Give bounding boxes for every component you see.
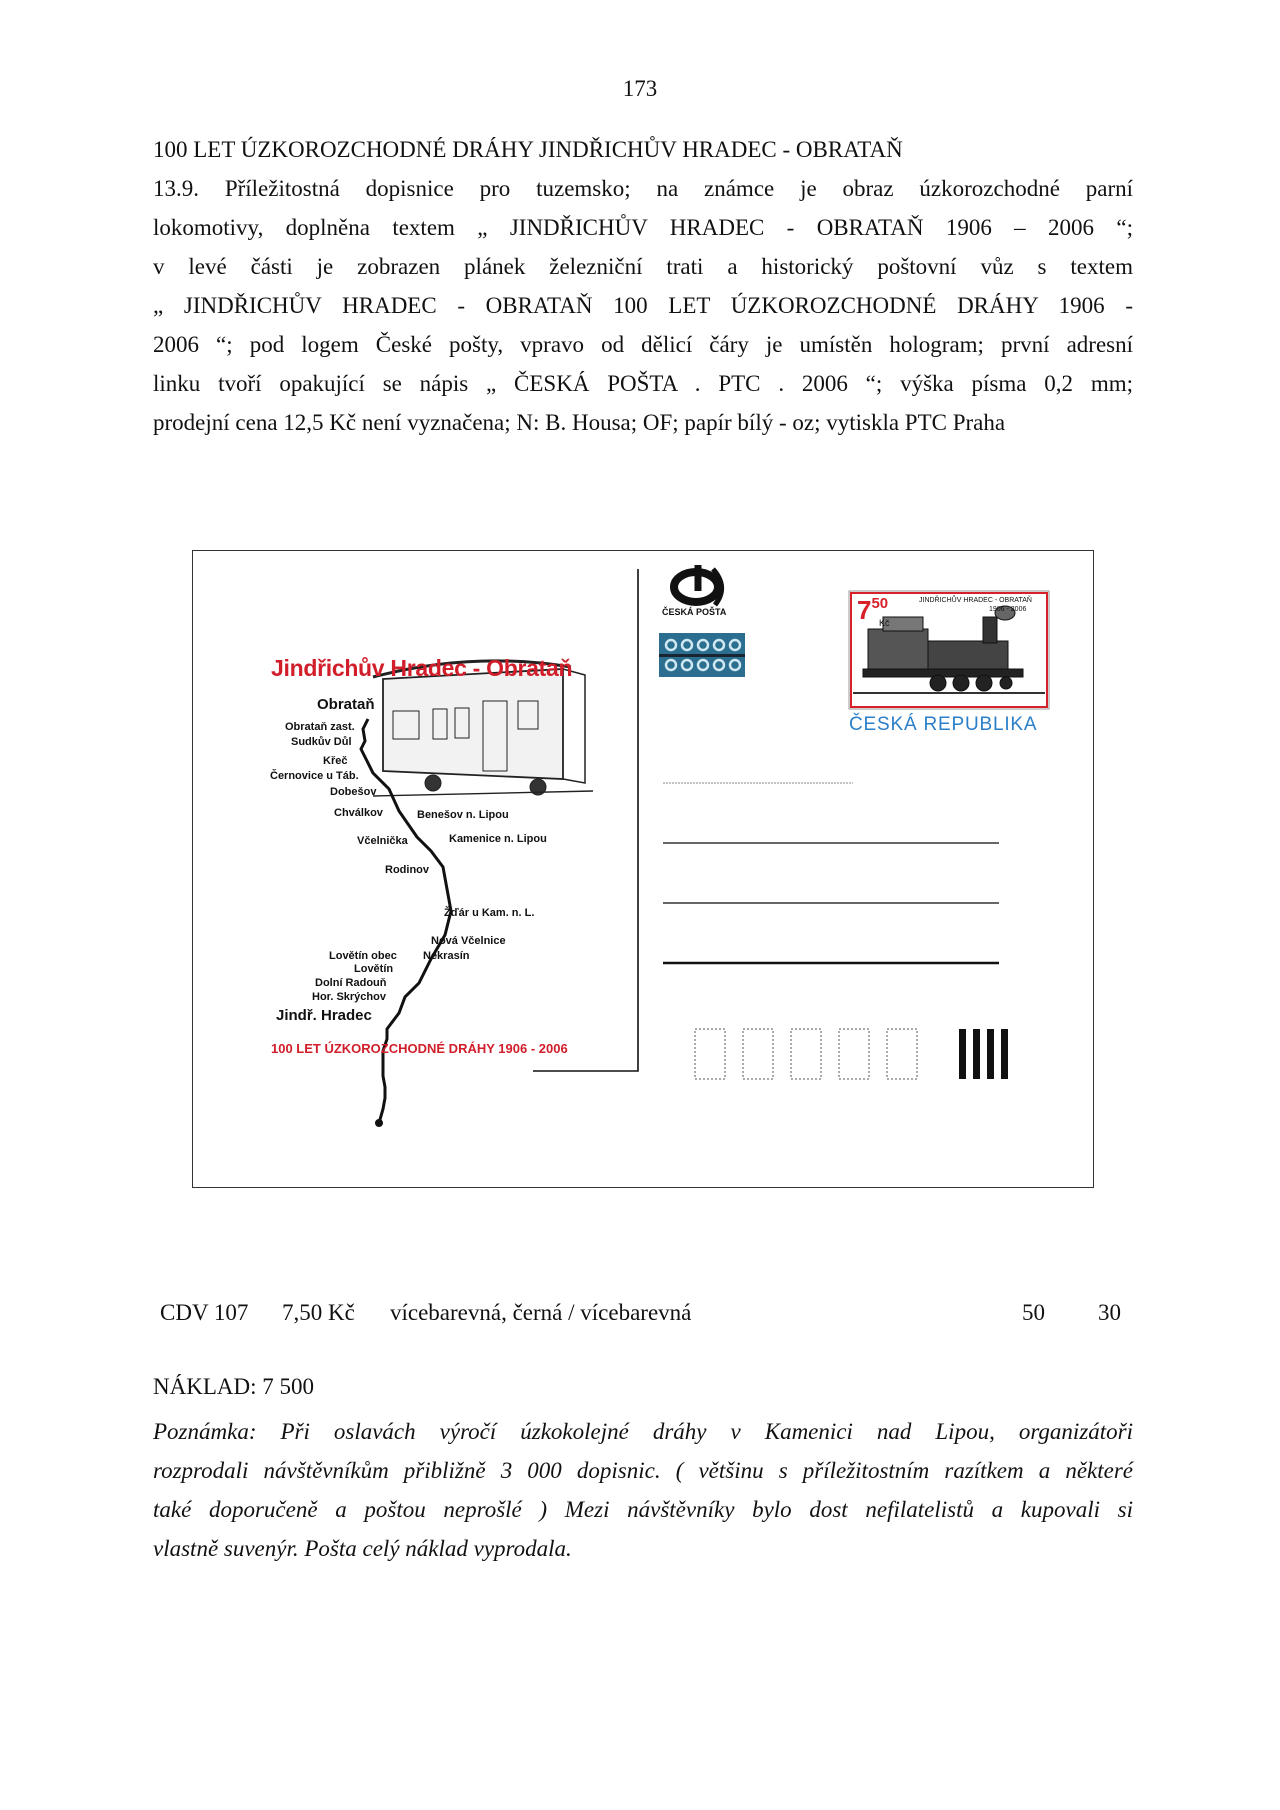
stamp-value-sup: 50 (871, 595, 889, 612)
note-line: vlastně suvenýr. Pošta celý náklad vyprodala. (153, 1536, 572, 1561)
postcard-image (192, 550, 1094, 1188)
description-line: „ JINDŘICHŮV HRADEC - OBRATAŇ 100 LET ÚZKOROZCHODNÉ DRÁHY 1906 - (153, 293, 1133, 318)
station-label: Sudkův Důl (291, 736, 352, 748)
description-line: 13.9. Příležitostná dopisnice pro tuzemsko; na známce je obraz úzkorozchodné parní (153, 176, 1133, 201)
description-line: 2006 “; pod logem České pošty, vpravo od dělicí čáry je umístěn hologram; první adresní (153, 332, 1133, 357)
station-label: Dobešov (330, 786, 377, 798)
section-heading: 100 LET ÚZKOROZCHODNÉ DRÁHY JINDŘICHŮV HRADEC - OBRATAŇ (153, 137, 903, 162)
map-title: Jindřichův Hradec - Obrataň (271, 655, 573, 681)
description-line: linku tvoří opakující se nápis „ ČESKÁ POŠTA . PTC . 2006 “; výška písma 0,2 mm; (153, 371, 1133, 396)
note-line: rozprodali návštěvníkům přibližně 3 000 dopisnic. ( většinu s příležitostním razítkem a některé (153, 1458, 1133, 1483)
station-label: Nová Včelnice (431, 935, 506, 947)
note-line: také doporučeně a poštou neprošlé ) Mezi návštěvníky bylo dost nefilatelistů a kupovali si (153, 1497, 1133, 1522)
station-label: Lovětín (354, 963, 394, 975)
map-footer: 100 LET ÚZKOROZCHODNÉ DRÁHY 1906 - 2006 (271, 1041, 568, 1056)
station-label: Obrataň zast. (285, 721, 355, 733)
stamp-currency: Kč (879, 618, 890, 628)
station-label: Nekrasín (423, 950, 470, 962)
catalog-colors: vícebarevná, černá / vícebarevná (390, 1300, 692, 1325)
description-line: v levé části je zobrazen plánek železniční trati a historický poštovní vůz s textem (153, 254, 1133, 279)
station-label: Benešov n. Lipou (417, 809, 509, 821)
station-label: Lovětín obec (329, 950, 397, 962)
catalog-price-2: 30 (1098, 1300, 1121, 1325)
station-label: Kamenice n. Lipou (449, 833, 547, 845)
note-line: Poznámka: Při oslavách výročí úzkokolejné dráhy v Kamenici nad Lipou, organizátoři (153, 1419, 1133, 1444)
station-label: Rodinov (385, 864, 429, 876)
terminal-station-dot (375, 1119, 383, 1127)
postcard-drawing (193, 551, 1093, 1187)
post-label: ČESKÁ POŠTA (662, 607, 727, 617)
catalog-price-1: 50 (1022, 1300, 1045, 1325)
print-run: NÁKLAD: 7 500 (153, 1374, 314, 1399)
station-label: Chválkov (334, 807, 383, 819)
page-number: 173 (622, 76, 658, 101)
postcode-boxes (695, 1029, 917, 1079)
station-label: Hor. Skrýchov (312, 991, 386, 1003)
sorting-bars (959, 1029, 1008, 1079)
description-line: lokomotivy, doplněna textem „ JINDŘICHŮV HRADEC - OBRATAŇ 1906 – 2006 “; (153, 215, 1133, 240)
stamp-caption: JINDŘICHŮV HRADEC - OBRATAŇ (919, 597, 1032, 604)
station-label: Obrataň (317, 696, 375, 713)
stamp-caption-years: 1906 - 2006 (989, 606, 1027, 613)
station-label: Černovice u Táb. (270, 770, 359, 782)
station-label: Křeč (323, 755, 348, 767)
catalog-row (160, 1300, 1140, 1330)
description-line: prodejní cena 12,5 Kč není vyznačena; N: B. Housa; OF; papír bílý - oz; vytiskla PTC Praha (153, 410, 1006, 435)
item-description (153, 169, 1133, 442)
stamp-country: ČESKÁ REPUBLIKA (849, 714, 1038, 735)
station-label: Žďár u Kam. n. L. (444, 907, 535, 919)
catalog-code: CDV 107 (160, 1300, 249, 1325)
hologram-strip (659, 633, 745, 677)
station-label: Včelnička (357, 835, 408, 847)
catalog-value: 7,50 Kč (282, 1300, 355, 1325)
note-paragraph (153, 1412, 1133, 1568)
postcard-divider-line (533, 569, 638, 1071)
ceska-posta-logo (674, 565, 722, 605)
station-label: Jindř. Hradec (276, 1007, 372, 1024)
stamp-value-main: 7 (857, 595, 872, 625)
station-label: Dolní Radouň (315, 977, 387, 989)
